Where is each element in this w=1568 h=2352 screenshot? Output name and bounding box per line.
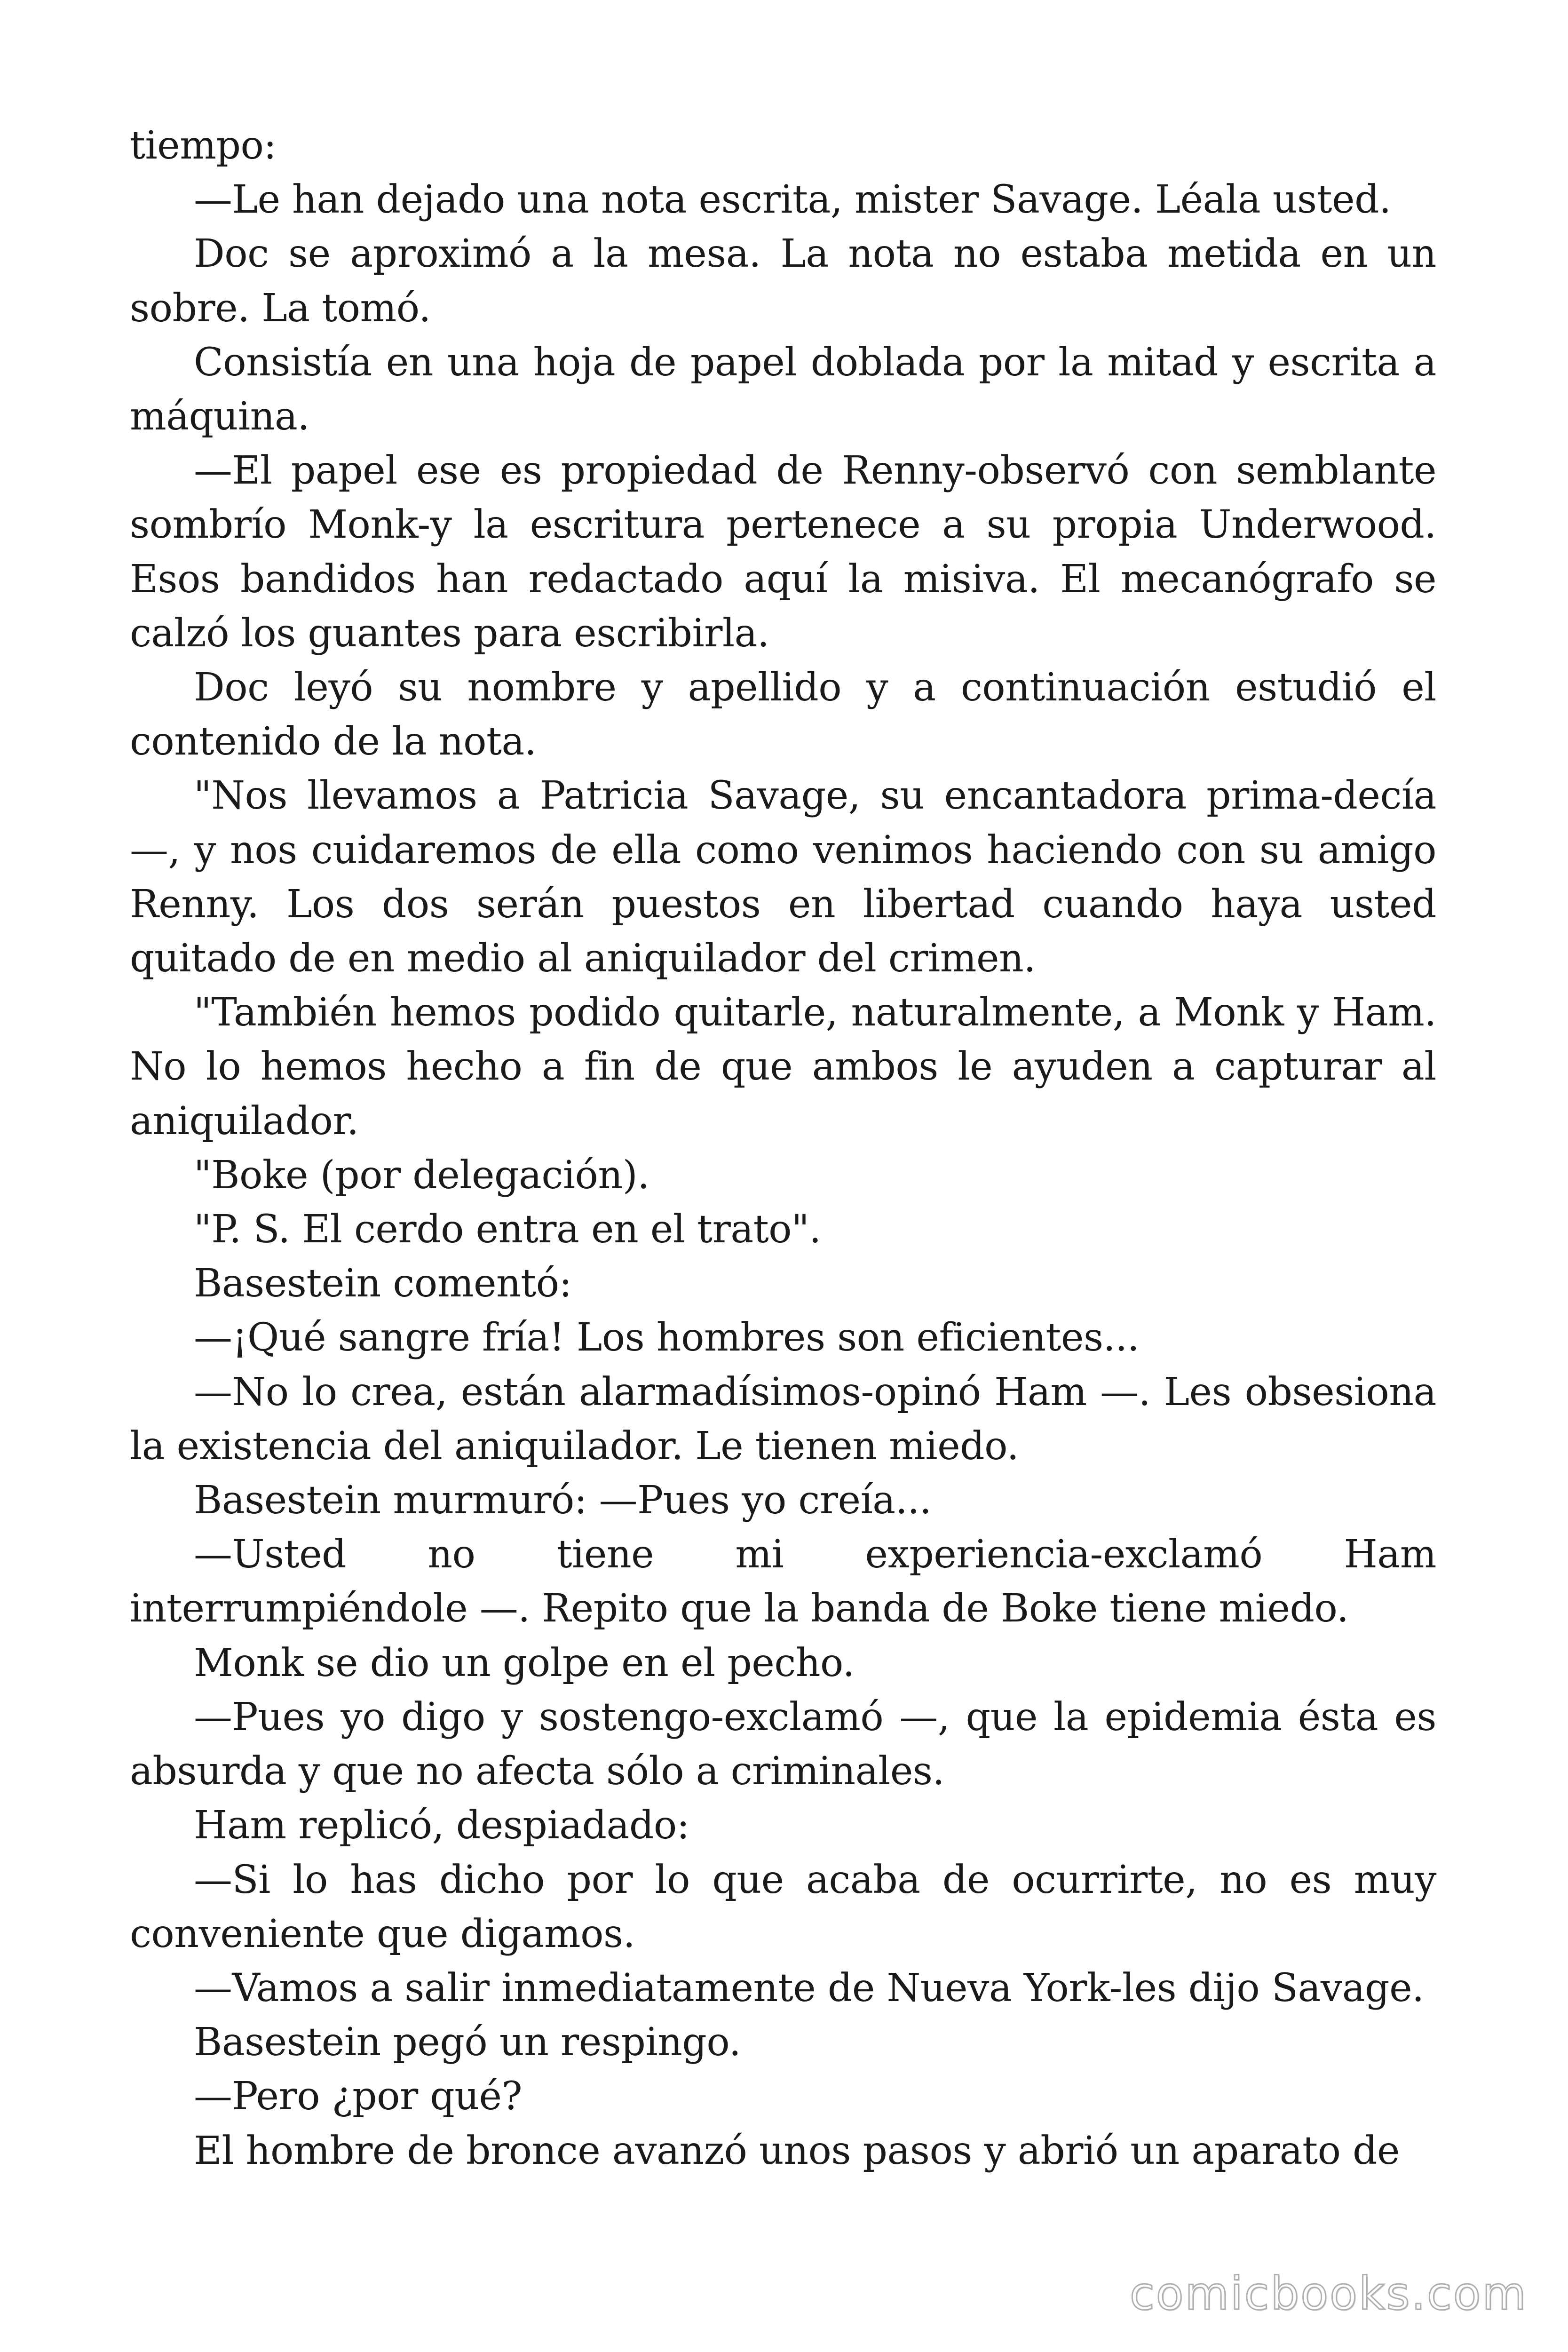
paragraph: —Usted no tiene mi experiencia-exclamó Ham interrumpiéndole —. Repito que la banda de Boke tiene miedo. <box>130 1532 1436 1631</box>
paragraph: Ham replicó, despiadado: <box>194 1803 689 1848</box>
paragraph: —Le han dejado una nota escrita, mister Savage. Léala usted. <box>194 177 1391 222</box>
paragraph: "Nos llevamos a Patricia Savage, su encantadora prima-decía —, y nos cuidaremos de ella como venimos haciendo con su amigo Renny. Los dos serán puestos en libertad cuando haya usted quitado de en medio al aniquilador del crimen. <box>130 773 1436 981</box>
paragraph: Consistía en una hoja de papel doblada por la mitad y escrita a máquina. <box>130 340 1436 439</box>
paragraph: tiempo: <box>130 123 277 168</box>
watermark: comicbooks.com <box>1129 2267 1528 2320</box>
paragraph: —El papel ese es propiedad de Renny-observó con semblante sombrío Monk-y la escritura pertenece a su propia Underwood. Esos bandidos han redactado aquí la misiva. El mecanógrafo se calzó los guantes para escribirla. <box>130 448 1436 656</box>
paragraph: —Vamos a salir inmediatamente de Nueva York-les dijo Savage. <box>194 1965 1424 2010</box>
paragraph: Doc leyó su nombre y apellido y a continuación estudió el contenido de la nota. <box>130 665 1436 764</box>
body-text <box>130 119 1436 2178</box>
paragraph: Basestein comentó: <box>194 1261 572 1306</box>
paragraph: Monk se dio un golpe en el pecho. <box>194 1640 855 1685</box>
paragraph: "P. S. El cerdo entra en el trato". <box>194 1207 821 1252</box>
paragraph: El hombre de bronce avanzó unos pasos y abrió un aparato de <box>194 2128 1400 2173</box>
paragraph: "Boke (por delegación). <box>194 1152 649 1198</box>
paragraph: —¡Qué sangre fría! Los hombres son eficientes... <box>194 1315 1140 1360</box>
paragraph: "También hemos podido quitarle, naturalmente, a Monk y Ham. No lo hemos hecho a fin de que ambos le ayuden a capturar al aniquilador. <box>130 990 1436 1144</box>
paragraph: —Pues yo digo y sostengo-exclamó —, que la epidemia ésta es absurda y que no afecta sólo a criminales. <box>130 1694 1436 1794</box>
paragraph: Doc se aproximó a la mesa. La nota no estaba metida en un sobre. La tomó. <box>130 231 1436 331</box>
paragraph: Basestein pegó un respingo. <box>194 2020 741 2065</box>
paragraph: —Si lo has dicho por lo que acaba de ocurrirte, no es muy conveniente que digamos. <box>130 1857 1436 1956</box>
paragraph: Basestein murmuró: —Pues yo creía... <box>194 1478 932 1523</box>
paragraph: —Pero ¿por qué? <box>194 2074 523 2119</box>
paragraph: —No lo crea, están alarmadísimos-opinó Ham —. Les obsesiona la existencia del aniquilador. Le tienen miedo. <box>130 1369 1436 1469</box>
